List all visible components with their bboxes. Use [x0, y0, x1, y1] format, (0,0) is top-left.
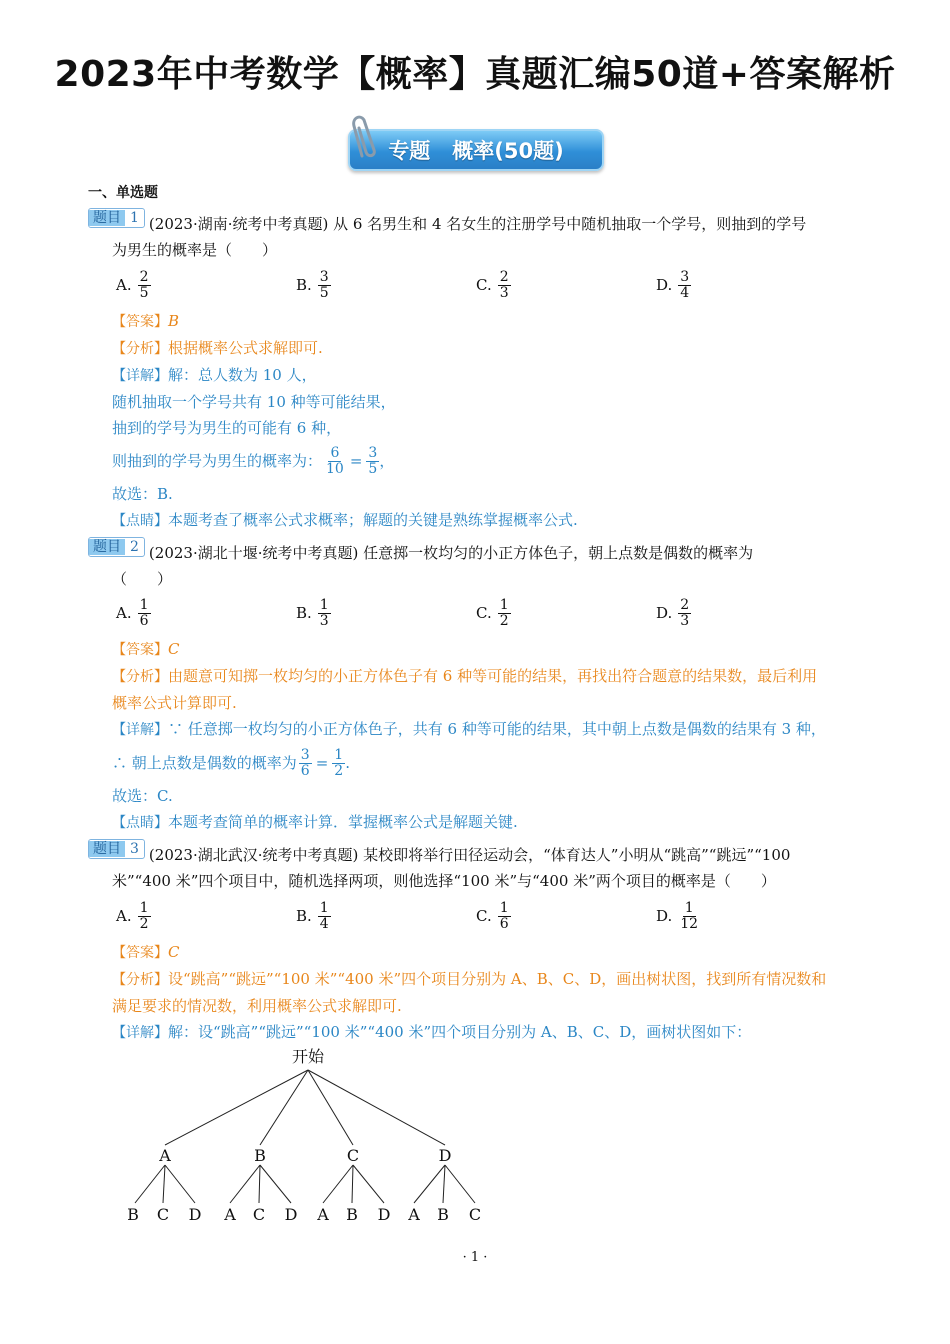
option-d: D. $\frac{3}{4}$: [656, 268, 690, 301]
question-1: 题目 1 (2023·湖南·统考中考真题) 从 6 名男生和 4 名女生的注册学号中随机抽取一个学号，则抽到的学号 为男生的概率是（ ）: [88, 208, 868, 263]
question-tag: 题目 2: [88, 537, 145, 557]
analysis: 【分析】根据概率公式求解即可.: [112, 339, 323, 357]
tree-leaf: D: [284, 1205, 298, 1224]
tree-leaf: B: [127, 1205, 139, 1224]
answer: 【答案】B: [112, 312, 180, 330]
comment: 【点睛】本题考查简单的概率计算．掌握概率公式是解题关键.: [112, 813, 518, 831]
tree-leaf: D: [188, 1205, 202, 1224]
question-tag: 题目 1: [88, 208, 145, 228]
question-2-solution: 【答案】C 【分析】由题意可知掷一枚均匀的小正方体色子有 6 种等可能的结果，再找出符合题意的结果数，最后利用 概率公式计算即可. 【详解】∵ 任意掷一枚均匀的小正方体色子，共有 6 种等可能的结果，其中朝上点数是偶数的结果有 3 种， ∴ 朝上点数是偶数的概率为 $\frac{3}{6}$ = $\frac{1}{2}$ . 故选：C. 【点睛】本题考查简单的概率计算．掌握概率公式是解题关键.: [112, 636, 872, 836]
question-3-solution: 【答案】C 【分析】设“跳高”“跳远”“100 米”“400 米”四个项目分别为 A、B、C、D，画出树状图，找到所有情况数和 满足要求的情况数，利用概率公式求解即可. 【详解】解：设“跳高”“跳远”“100 米”“400 米”四个项目分别为 A、B、C、D，画树状图如下：: [112, 939, 872, 1046]
tree-leaf: C: [252, 1205, 266, 1224]
tree-root: 开始: [291, 1047, 325, 1066]
question-2-options: [116, 593, 836, 633]
paperclip-icon: [348, 112, 388, 160]
tree-node: C: [346, 1146, 360, 1165]
answer: 【答案】C: [112, 640, 180, 658]
question-1-options: [116, 265, 836, 305]
option-b: B. $\frac{1}{4}$: [296, 899, 329, 932]
section-heading: 一、单选题: [88, 185, 158, 201]
tree-node: B: [254, 1146, 266, 1165]
tree-leaf: C: [156, 1205, 170, 1224]
detail: 【详解】∵ 任意掷一枚均匀的小正方体色子，共有 6 种等可能的结果，其中朝上点数是偶数的结果有 3 种，: [112, 720, 826, 738]
question-2: 题目 2 (2023·湖北十堰·统考中考真题) 任意掷一枚均匀的小正方体色子，朝上点数是偶数的概率为 （ ）: [88, 537, 868, 592]
topic-banner: [340, 112, 610, 174]
page-number: · 1 ·: [462, 1250, 488, 1265]
tree-leaf: A: [317, 1205, 329, 1224]
option-a: A. $\frac{1}{2}$: [116, 899, 149, 932]
topic-banner-label: 专题 概率(50题): [348, 129, 604, 171]
tree-diagram: [110, 1040, 510, 1230]
option-b: B. $\frac{3}{5}$: [296, 268, 329, 301]
option-c: C. $\frac{2}{3}$: [476, 268, 509, 301]
option-d: D. $\frac{1}{12}$: [656, 899, 699, 932]
question-1-solution: 【答案】B 【分析】根据概率公式求解即可. 【详解】解：总人数为 10 人， 随机抽取一个学号共有 10 种等可能结果， 抽到的学号为男生的可能有 6 种， 则抽到的学号为男生的概率为： $\frac{6}{10}$ = $\frac{3}{5}$ ， 故选：B. 【点睛】本题考查了概率公式求概率；解题的关键是熟练掌握概率公式.: [112, 308, 872, 534]
tree-leaf: A: [224, 1205, 236, 1224]
detail: 【详解】解：总人数为 10 人，: [112, 366, 317, 384]
option-b: B. $\frac{1}{3}$: [296, 596, 329, 629]
detail: 【详解】解：设“跳高”“跳远”“100 米”“400 米”四个项目分别为 A、B、C、D，画树状图如下：: [112, 1023, 752, 1041]
comment: 【点睛】本题考查了概率公式求概率；解题的关键是熟练掌握概率公式.: [112, 511, 578, 529]
analysis: 【分析】由题意可知掷一枚均匀的小正方体色子有 6 种等可能的结果，再找出符合题意的结果数，最后利用: [112, 667, 818, 685]
option-d: D. $\frac{2}{3}$: [656, 596, 690, 629]
question-3-options: [116, 896, 836, 936]
tree-leaf: D: [377, 1205, 391, 1224]
probability-equation: 则抽到的学号为男生的概率为： $\frac{6}{10}$ = $\frac{3}{5}$ ，: [112, 444, 395, 477]
answer: 【答案】C: [112, 943, 180, 961]
option-a: A. $\frac{1}{6}$: [116, 596, 149, 629]
tree-leaf: B: [437, 1205, 449, 1224]
tree-node: A: [159, 1146, 171, 1165]
probability-equation: ∴ 朝上点数是偶数的概率为 $\frac{3}{6}$ = $\frac{1}{2}$ .: [112, 746, 350, 779]
option-c: C. $\frac{1}{6}$: [476, 899, 509, 932]
option-a: A. $\frac{2}{5}$: [116, 268, 149, 301]
question-tag: 题目 3: [88, 839, 145, 859]
tree-node: D: [438, 1146, 452, 1165]
tree-leaf: B: [346, 1205, 358, 1224]
page-title: 2023年中考数学【概率】真题汇编50道+答案解析: [54, 54, 896, 95]
analysis: 【分析】设“跳高”“跳远”“100 米”“400 米”四个项目分别为 A、B、C、D，画出树状图，找到所有情况数和: [112, 970, 827, 988]
option-c: C. $\frac{1}{2}$: [476, 596, 509, 629]
tree-leaf: A: [408, 1205, 420, 1224]
question-3: 题目 3 (2023·湖北武汉·统考中考真题) 某校即将举行田径运动会，“体育达人”小明从“跳高”“跳远”“100 米”“400 米”四个项目中，随机选择两项，则他选择“100 米”与“400 米”两个项目的概率是（ ）: [88, 839, 868, 894]
tree-leaf: C: [468, 1205, 482, 1224]
